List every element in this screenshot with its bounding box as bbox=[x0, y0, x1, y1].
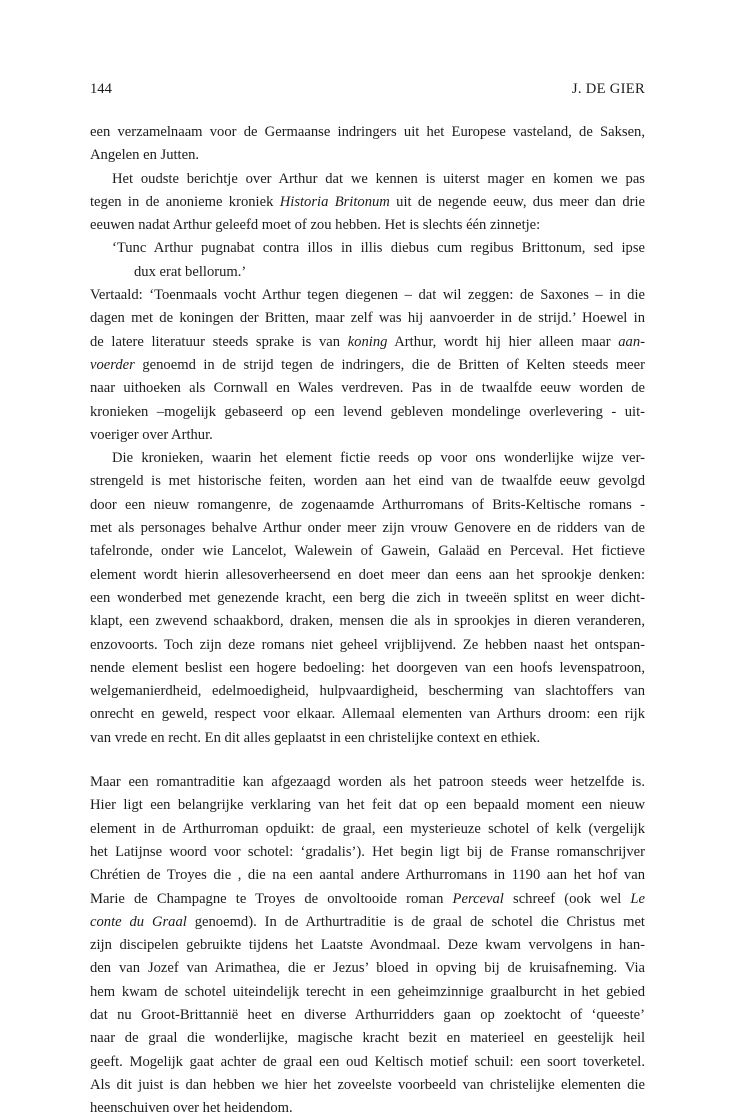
text-line bbox=[90, 331, 645, 354]
text-line: naar uithoeken als Cornwall en Wales verdreven. Pas in de twaalfde eeuw worden de bbox=[90, 380, 645, 397]
body-text bbox=[90, 121, 645, 1120]
text-line: Chrétien de Troyes die , die na een aantal andere Arthurromans in 1190 aan het hof van bbox=[90, 867, 645, 884]
italic-text: conte du Graal bbox=[90, 913, 187, 930]
text-line: een verzamelnaam voor de Germaanse indringers uit het Europese vasteland, de Saksen, bbox=[90, 124, 645, 140]
text-line: door een nieuw romangenre, de zogenaamde Arthurromans of Brits-Keltische romans - bbox=[90, 496, 645, 513]
text-line: element in de Arthurroman opduikt: de graal, een mysterieuze schotel of kelk (vergelijk bbox=[90, 820, 645, 837]
text-line: Die kronieken, waarin het element fictie reeds op voor ons wonderlijke wijze ver- bbox=[112, 450, 645, 467]
text-line: kronieken –mogelijk gebaseerd op een levend gebleven mondelinge overlevering - uit- bbox=[90, 403, 645, 420]
text-line bbox=[90, 191, 645, 214]
running-head bbox=[90, 78, 645, 101]
text-line: onrecht en geweld, respect voor elkaar. Allemaal elementen van Arthurs droom: een rijk bbox=[90, 706, 645, 723]
text-line: Vertaald: ‘Toenmaals vocht Arthur tegen diegenen – dat wil zeggen: de Saxones – in die bbox=[90, 287, 645, 304]
text-run: uit de negende eeuw, dus meer dan drie bbox=[389, 193, 646, 210]
text-run: tegen in de anonieme kroniek bbox=[90, 193, 280, 210]
text-run: genoemd). In de Arthurtraditie is de graal de schotel die Christus met bbox=[186, 913, 645, 930]
text-line: Maar een romantraditie kan afgezaagd worden als het patroon steeds weer hetzelfde is. bbox=[90, 774, 645, 791]
text-line bbox=[90, 354, 645, 377]
text-line bbox=[90, 911, 645, 934]
text-line: Hier ligt een belangrijke verklaring van het feit dat op een bepaald moment een nieuw bbox=[90, 797, 645, 814]
text-line: het Latijnse woord voor schotel: ‘gradalis’). Het begin ligt bij de Franse romanschrijver bbox=[90, 843, 645, 860]
text-line: nende element beslist een hogere bedoeling: het doorgeven van een hoofs levenspatroon, bbox=[90, 659, 645, 676]
text-line: dux erat bellorum.’ bbox=[134, 263, 247, 280]
text-line: eeuwen nadat Arthur geleefd moet of zou hebben. Het is slechts één zinnetje: bbox=[90, 217, 541, 234]
italic-text: voerder bbox=[90, 356, 135, 373]
text-line: Angelen en Jutten. bbox=[90, 147, 200, 164]
text-run: genoemd in de strijd tegen de indringers, die de Britten of Kelten steeds meer bbox=[134, 356, 645, 373]
text-line: den van Jozef van Arimathea, die er Jezus’ bloed in opving bij de kruisafneming. Via bbox=[90, 960, 645, 977]
italic-text: koning bbox=[347, 333, 388, 350]
text-line: dat nu Groot-Brittannië heet en diverse Arthurridders gaan op zoektocht of ‘queeste’ bbox=[90, 1006, 645, 1023]
text-line: zijn discipelen gebruikte tijdens het Laatste Avondmaal. Deze kwam vervolgens in han- bbox=[90, 937, 645, 954]
text-line: welgemanierdheid, edelmoedigheid, hulpvaardigheid, bescherming van slachtoffers van bbox=[90, 683, 645, 700]
text-line: ‘Tunc Arthur pugnabat contra illos in illis diebus cum regibus Brittonum, sed ipse bbox=[112, 240, 645, 257]
italic-text: Perceval bbox=[452, 890, 504, 907]
text-line: tafelronde, onder wie Lancelot, Walewein of Gawein, Galaäd en Perceval. Het fictieve bbox=[90, 543, 645, 560]
text-line: geeft. Mogelijk gaat achter de graal een oud Keltisch motief schuil: een soort toverketel. bbox=[90, 1053, 645, 1070]
text-line: enzovoorts. Toch zijn deze romans niet geheel vrijblijvend. Ze hebben naast het ontspan- bbox=[90, 636, 645, 653]
text-run: schreef (ook wel bbox=[503, 890, 631, 907]
text-line: Als dit juist is dan hebben we hier het zoveelste voorbeeld van christelijke elementen die bbox=[90, 1076, 645, 1093]
text-run: Arthur, wordt hij hier alleen maar bbox=[387, 333, 619, 350]
text-line: hem kwam de schotel uiteindelijk terecht in een geheimzinnige graalburcht in het gebied bbox=[90, 983, 645, 1000]
text-line: van vrede en recht. En dit alles geplaatst in een christelijke context en ethiek. bbox=[90, 729, 541, 746]
text-line: voeriger over Arthur. bbox=[90, 426, 213, 443]
italic-text: aan- bbox=[618, 333, 645, 350]
text-line: dagen met de koningen der Britten, maar zelf was hij aanvoerder in de strijd.’ Hoewel in bbox=[90, 310, 645, 327]
text-run: Marie de Champagne te Troyes de onvoltooide roman bbox=[90, 890, 453, 907]
text-line: naar de graal die wonderlijke, magische kracht bezit en materieel en geestelijk heil bbox=[90, 1030, 645, 1047]
page-number: 144 bbox=[90, 81, 112, 97]
italic-text: Le bbox=[630, 890, 645, 907]
text-line: element wordt hierin allesoverheersend en doet meer dan eens aan het sprookje denken: bbox=[90, 566, 645, 583]
text-line: heenschuiven over het heidendom. bbox=[90, 1100, 293, 1117]
text-line: Het oudste berichtje over Arthur dat we kennen is uiterst mager en komen we pas bbox=[112, 170, 645, 187]
text-line: een wonderbed met genezende kracht, een berg die zich in tweeën splitst en weer dicht- bbox=[90, 589, 645, 606]
text-run: de latere literatuur steeds sprake is van bbox=[90, 333, 348, 350]
italic-text: Historia Britonum bbox=[279, 193, 390, 210]
text-line: klapt, een zwevend schaakbord, draken, mensen die als in sprookjes in dieren veranderen, bbox=[90, 613, 645, 630]
paragraph-gap bbox=[90, 750, 645, 771]
text-line: met als personages behalve Arthur onder meer zijn vrouw Genovere en de ridders van de bbox=[90, 520, 645, 537]
text-line bbox=[90, 888, 645, 911]
running-head-author: J. DE GIER bbox=[571, 81, 645, 97]
text-line: strengeld is met historische feiten, worden aan het eind van de twaalfde eeuw gevolgd bbox=[90, 473, 645, 490]
